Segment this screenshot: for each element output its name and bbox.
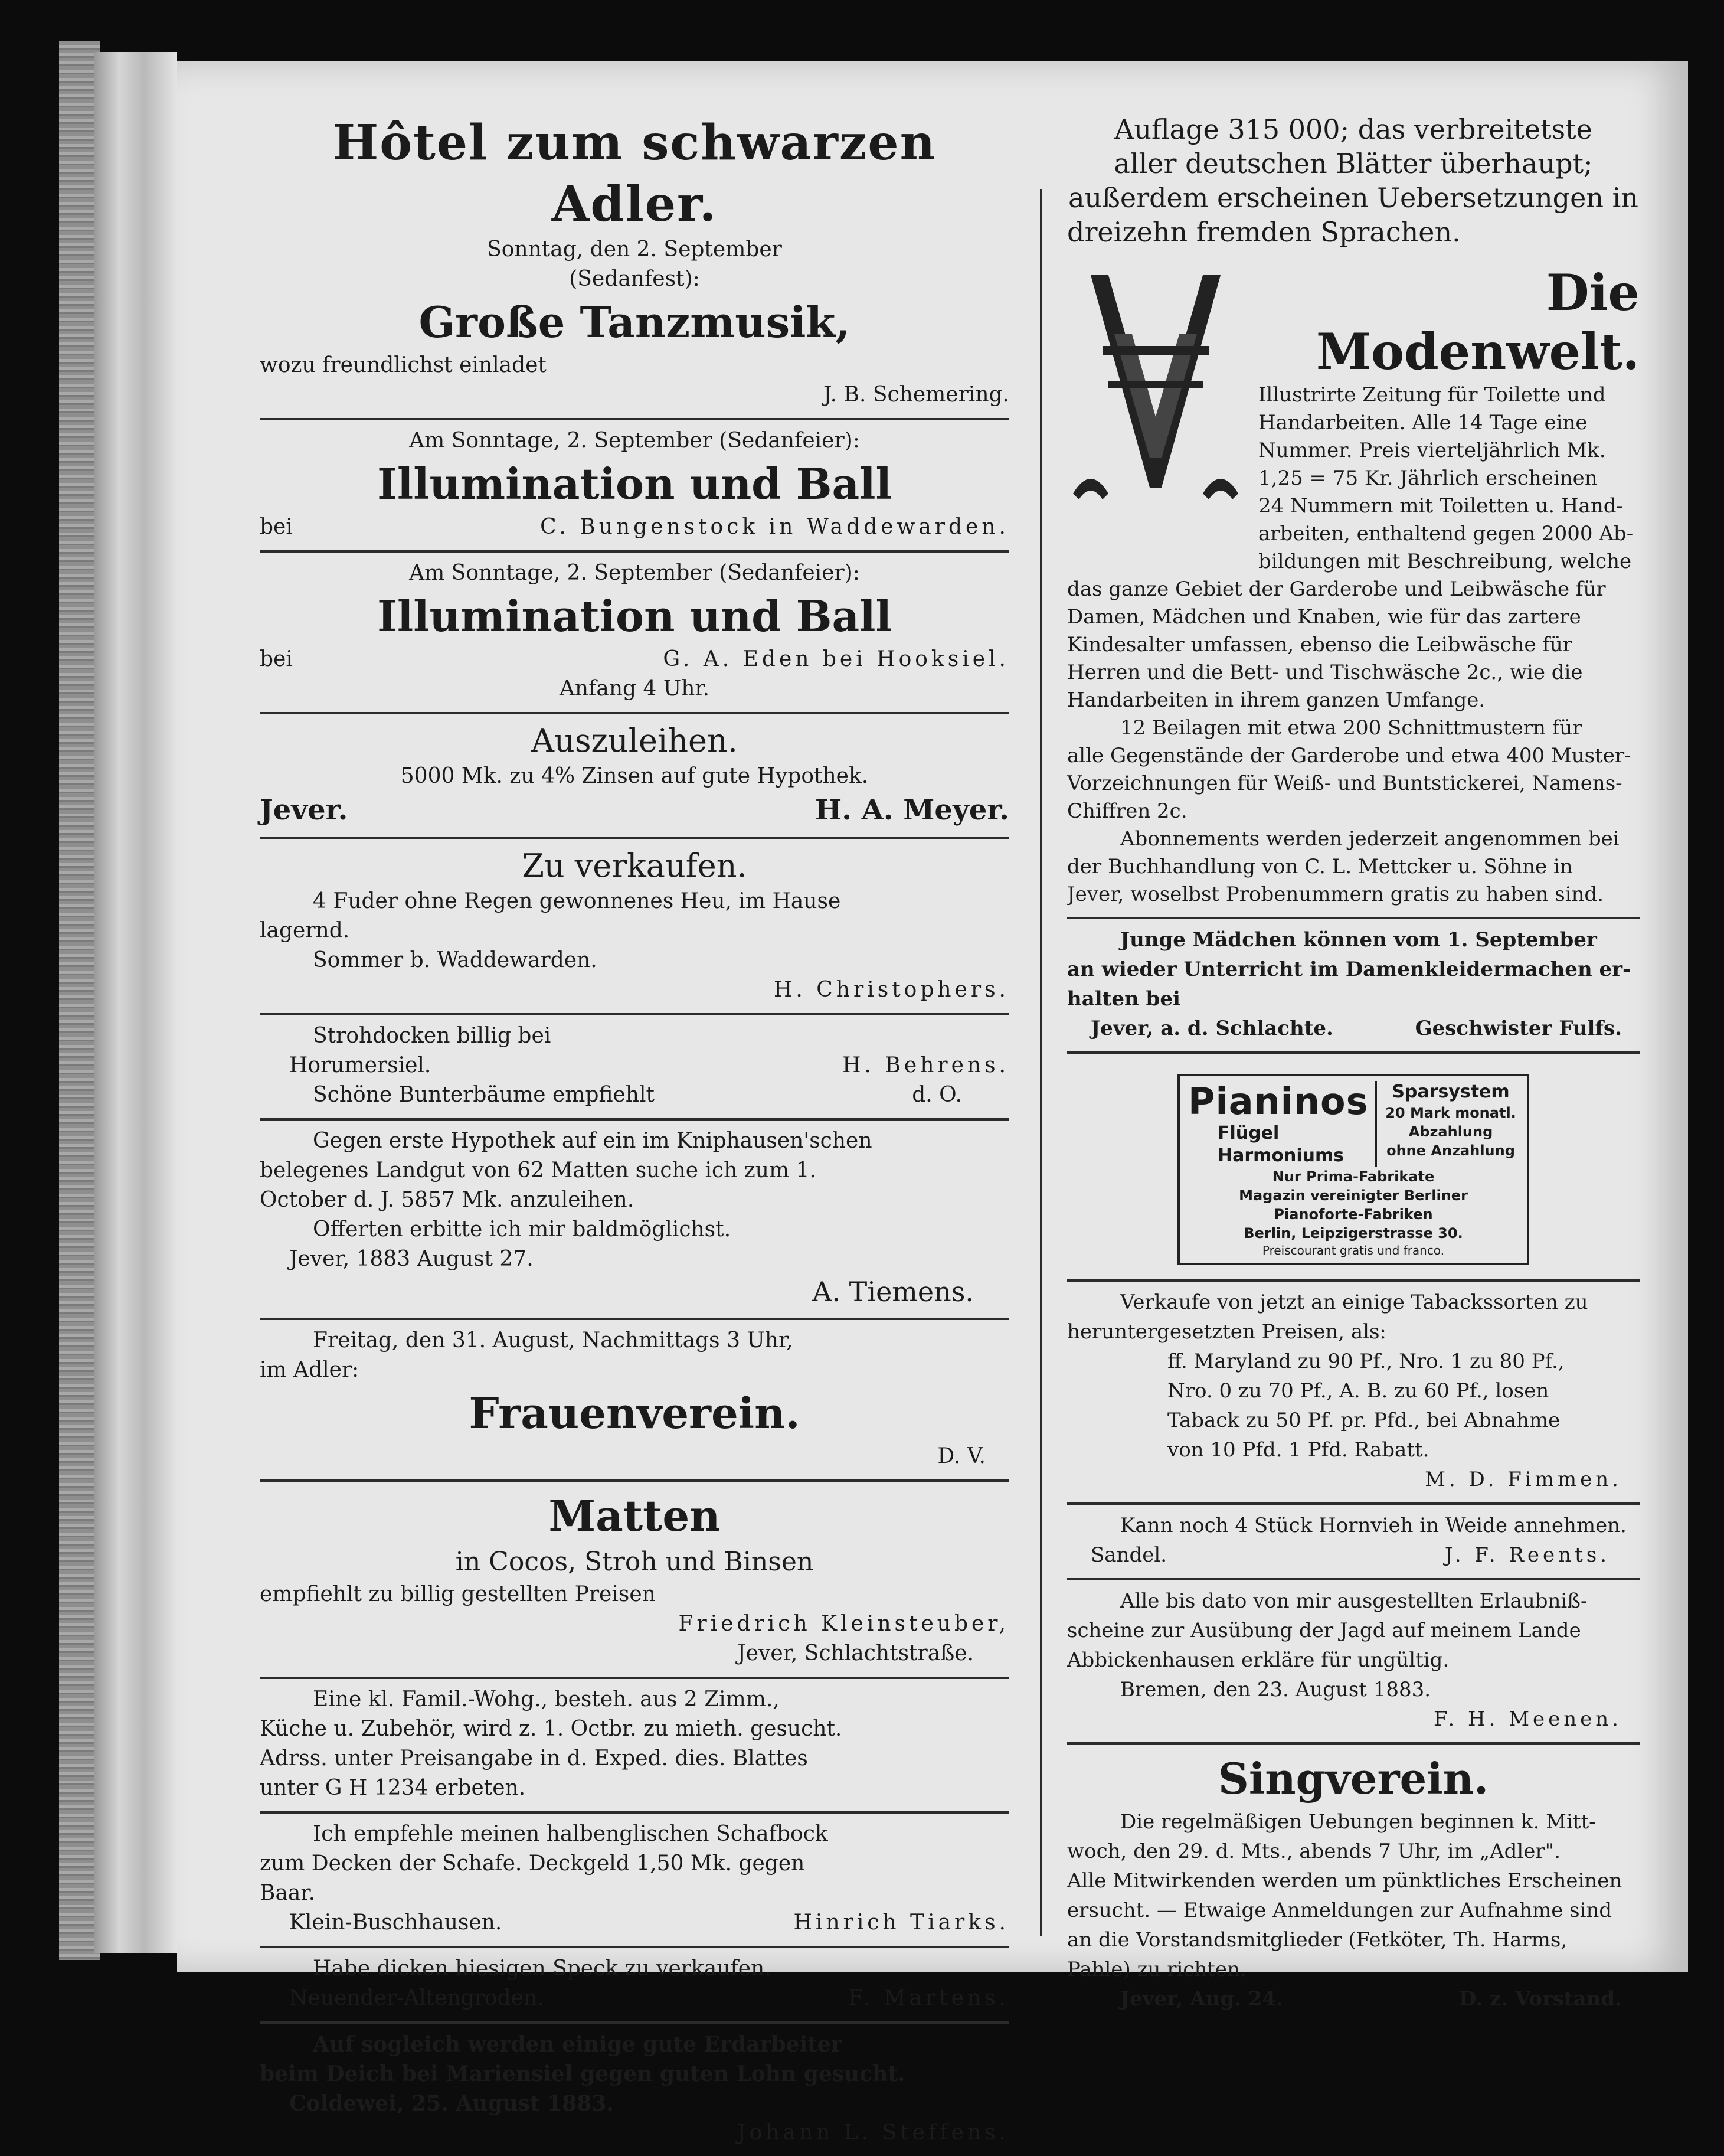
ad-illum1-host: C. Bungenstock in Waddewarden.: [540, 515, 1009, 539]
ad-adler-date: Sonntag, den 2. September: [487, 237, 782, 262]
ad-matten-line1: empfiehlt zu billig gestellten Preisen: [260, 1582, 656, 1606]
ad-singverein: [1067, 1742, 1640, 2022]
ad-auszuleihen-signer: H. A. Meyer.: [814, 793, 1009, 827]
ad-schaf-place: Klein-Buschhausen.: [289, 1910, 502, 1935]
ad-illum2-date: Am Sonntage, 2. September (Sedanfeier):: [409, 561, 860, 585]
ad-hyp-signer: A. Tiemens.: [812, 1276, 974, 1308]
ad-schaf-line2: zum Decken der Schafe. Deckgeld 1,50 Mk. gegen: [260, 1851, 805, 1876]
ad-frauen-headline: Frauenverein.: [469, 1388, 800, 1438]
ad-verkaufen-line2: lagernd.: [260, 919, 350, 943]
ad-tabak-line6: von 10 Pfd. 1 Pfd. Rabatt.: [1167, 1438, 1429, 1462]
ad-auszuleihen-place: Jever.: [260, 793, 348, 827]
piano-top: [1188, 1081, 1519, 1167]
ad-jagd-line3: Abbickenhausen erkläre für ungültig.: [1067, 1648, 1450, 1672]
ad-sing-sign-row: [1067, 1984, 1640, 2014]
ad-hyp-line2: belegenes Landgut von 62 Matten suche ich zum 1.: [260, 1158, 816, 1182]
ad-sing-line1: Die regelmäßigen Uebungen beginnen k. Mitt-: [1120, 1810, 1596, 1834]
ad-illum2-headline: Illumination und Ball: [377, 591, 892, 641]
ad-illum1-host-row: [260, 512, 1009, 542]
ad-hyp-line3: October d. J. 5857 Mk. anzuleihen.: [260, 1188, 634, 1212]
ad-tabak-line2: heruntergesetzten Preisen, als:: [1067, 1320, 1386, 1344]
piano-left: [1188, 1081, 1377, 1167]
ad-auszuleihen-headline: Auszuleihen.: [531, 722, 738, 759]
ad-tabak-line4: Nro. 0 zu 70 Pf., A. B. zu 60 Pf., losen: [1167, 1379, 1549, 1403]
ad-sing-line2: woch, den 29. d. Mts., abends 7 Uhr, im „Adler".: [1067, 1840, 1561, 1863]
piano-sparsystem: Sparsystem: [1392, 1082, 1510, 1102]
ad-jagd-line1: Alle bis dato von mir ausgestellten Erlaubniß-: [1120, 1589, 1588, 1613]
ad-adler-headline: Große Tanzmusik,: [418, 297, 850, 347]
ad-schaf-sign-row: [260, 1908, 1009, 1938]
piano-fabriken: Pianoforte-Fabriken: [1274, 1206, 1433, 1223]
modenwelt-l8: das ganze Gebiet der Garderobe und Leibwäsche für: [1067, 577, 1606, 601]
left-column: [260, 106, 1009, 2156]
ad-tabak: [1067, 1279, 1640, 1502]
modenwelt-l12: Handarbeiten in ihrem ganzen Umfange.: [1067, 688, 1486, 712]
ad-sing-place: Jever, Aug. 24.: [1120, 1987, 1283, 2011]
piano-prima: Nur Prima-Fabrikate: [1272, 1168, 1435, 1185]
ad-maed-line1: Junge Mädchen können vom 1. September: [1120, 928, 1597, 952]
ad-matten-signer: Friedrich Kleinsteuber,: [678, 1612, 1009, 1636]
modenwelt-l9: Damen, Mädchen und Knaben, wie für das zartere: [1067, 605, 1581, 629]
ad-hyp-line4: Offerten erbitte ich mir baldmöglichst.: [313, 1217, 731, 1242]
ad-hyp-line1: Gegen erste Hypothek auf ein im Kniphausen'schen: [313, 1129, 872, 1153]
modenwelt-l14: alle Gegenstände der Garderobe und etwa 400 Muster-: [1067, 744, 1631, 767]
book-page-edges: [94, 52, 177, 1953]
ad-speck-place: Neuender-Altengroden.: [289, 1986, 544, 2010]
ad-verkaufen-signer: H. Christophers.: [773, 978, 1009, 1002]
ad-hornvieh: [1067, 1502, 1640, 1578]
ad-frauenverein: [260, 1318, 1009, 1479]
ad-illum2-bei: bei: [260, 647, 293, 671]
ad-horn-signer: J. F. Reents.: [1444, 1543, 1610, 1567]
ad-matten-sub: in Cocos, Stroh und Binsen: [455, 1547, 814, 1577]
ad-wohn-line1: Eine kl. Famil.-Wohg., besteh. aus 2 Zimm.,: [313, 1687, 780, 1711]
ad-tabak-signer: M. D. Fimmen.: [1425, 1468, 1622, 1491]
ad-illum1-date: Am Sonntage, 2. September (Sedanfeier):: [409, 429, 860, 453]
modenwelt-l10: Kindesalter umfassen, ebenso die Leibwäsche für: [1067, 633, 1572, 656]
ad-bunter-line: Schöne Bunterbäume empfiehlt: [313, 1083, 655, 1107]
ad-hyp-line5: Jever, 1883 August 27.: [289, 1247, 534, 1271]
ad-zu-verkaufen: [260, 837, 1009, 1013]
ad-auflage-line4: dreizehn fremden Sprachen.: [1067, 216, 1461, 248]
ad-sing-line6: Pahle) zu richten.: [1067, 1958, 1247, 1981]
piano-right: [1377, 1081, 1519, 1167]
ad-matten: [260, 1479, 1009, 1677]
ad-illum1-headline: Illumination und Ball: [377, 459, 892, 509]
piano-ad-box: [1177, 1074, 1529, 1265]
ad-schaf-line3: Baar.: [260, 1881, 316, 1905]
ad-jagd: [1067, 1578, 1640, 1742]
piano-pianinos: Pianinos: [1188, 1080, 1369, 1123]
modenwelt-l13: 12 Beilagen mit etwa 200 Schnittmustern für: [1120, 716, 1582, 740]
piano-ohne: ohne Anzahlung: [1386, 1142, 1515, 1159]
ad-illum2-host: G. A. Eden bei Hooksiel.: [663, 647, 1009, 671]
ad-bunter-signer: d. O.: [912, 1083, 962, 1107]
ad-maed-place: Jever, a. d. Schlachte.: [1091, 1017, 1333, 1040]
modenwelt-l7: bildungen mit Beschreibung, welche: [1258, 550, 1632, 573]
ad-verkaufen-line1: 4 Fuder ohne Regen gewonnenes Heu, im Hause: [313, 889, 841, 913]
right-column: [1067, 106, 1640, 2022]
ad-horn-line1: Kann noch 4 Stück Hornvieh in Weide annehmen.: [1120, 1514, 1627, 1537]
ad-auszuleihen: [260, 712, 1009, 837]
modenwelt-l5: 24 Nummern mit Toiletten u. Hand-: [1258, 494, 1623, 518]
ad-wohn-line4: unter G H 1234 erbeten.: [260, 1776, 526, 1800]
ad-jagd-line2: scheine zur Ausübung der Jagd auf meinem Lande: [1067, 1619, 1581, 1642]
ad-erd-line1: Auf sogleich werden einige gute Erdarbeiter: [313, 2032, 842, 2057]
modenwelt-l2: Handarbeiten. Alle 14 Tage eine: [1258, 411, 1588, 435]
ad-maed-sign-row: [1067, 1014, 1640, 1043]
ad-frauen-line1: Freitag, den 31. August, Nachmittags 3 Uhr,: [313, 1328, 793, 1353]
ad-sing-line4: ersucht. — Etwaige Anmeldungen zur Aufnahme sind: [1067, 1899, 1612, 1922]
ad-illum2-start: Anfang 4 Uhr.: [559, 677, 710, 701]
modenwelt-l19: Jever, woselbst Probenummern gratis zu haben sind.: [1067, 883, 1604, 906]
ad-schaf-line1: Ich empfehle meinen halbenglischen Schafbock: [313, 1822, 828, 1846]
ad-modenwelt: [1067, 257, 1640, 917]
modenwelt-header: [1067, 263, 1640, 576]
ad-auszuleihen-sign-row: [260, 791, 1009, 829]
modenwelt-l6: arbeiten, enthaltend gegen 2000 Ab-: [1258, 522, 1634, 545]
ad-pianinos: [1067, 1051, 1640, 1279]
ad-speck: [260, 1946, 1009, 2021]
ad-jagd-signer: F. H. Meenen.: [1434, 1707, 1622, 1731]
piano-abzahlung: Abzahlung: [1408, 1123, 1493, 1140]
ad-matten-headline: Matten: [548, 1491, 721, 1541]
modenwelt-l11: Herren und die Bett- und Tischwäsche 2c., wie die: [1067, 661, 1583, 684]
ad-tabak-line3: ff. Maryland zu 90 Pf., Nro. 1 zu 80 Pf.,: [1167, 1350, 1565, 1373]
ad-stroh-sign-row: [260, 1051, 1009, 1080]
ad-wohn-line3: Adrss. unter Preisangabe in d. Exped. dies. Blattes: [260, 1746, 808, 1770]
ad-tabak-line5: Taback zu 50 Pf. pr. Pfd., bei Abnahme: [1167, 1409, 1561, 1432]
ad-maed-signer: Geschwister Fulfs.: [1415, 1017, 1622, 1040]
ad-tabak-line1: Verkaufe von jetzt an einige Tabackssorten zu: [1120, 1291, 1588, 1314]
ad-speck-sign-row: [260, 1984, 1009, 2013]
ad-stroh-line1: Strohdocken billig bei: [313, 1024, 551, 1048]
ad-matten-address: Jever, Schlachtstraße.: [737, 1641, 974, 1665]
ad-schaf-signer: Hinrich Tiarks.: [793, 1910, 1009, 1935]
modenwelt-l17: Abonnements werden jederzeit angenommen bei: [1120, 827, 1620, 851]
ad-verkaufen-line3: Sommer b. Waddewarden.: [313, 948, 597, 972]
ad-auflage: [1067, 106, 1640, 257]
ad-horn-sign-row: [1067, 1540, 1640, 1570]
modenwelt-l15: Vorzeichnungen für Weiß- und Buntstickerei, Namens-: [1067, 772, 1622, 795]
ad-adler-event: (Sedanfest):: [569, 267, 700, 291]
ad-maed-line3: halten bei: [1067, 987, 1180, 1011]
ad-horn-place: Sandel.: [1091, 1543, 1167, 1567]
modenwelt-l18: der Buchhandlung von C. L. Mettcker u. Söhne in: [1067, 855, 1573, 878]
ad-auflage-line1: Auflage 315 000; das verbreitetste: [1114, 113, 1592, 145]
piano-address: Berlin, Leipzigerstrasse 30.: [1244, 1225, 1463, 1242]
ad-illum1-bei: bei: [260, 515, 293, 539]
ad-speck-signer: F. Martens.: [848, 1986, 1009, 2010]
ad-stroh-place: Horumersiel.: [289, 1053, 431, 1077]
ad-adler-invite: wozu freundlichst einladet: [260, 353, 547, 377]
ad-erd-signer: Johann L. Steffens.: [737, 2121, 1009, 2145]
ad-verkaufen-headline: Zu verkaufen.: [522, 847, 747, 884]
ad-schafbock: [260, 1811, 1009, 1946]
ad-sing-line3: Alle Mitwirkenden werden um pünktliches Erscheinen: [1067, 1869, 1622, 1893]
column-divider: [1040, 189, 1042, 1936]
ad-illumination-1: [260, 418, 1009, 550]
ad-adler: [260, 106, 1009, 418]
ad-sing-line5: an die Vorstandsmitglieder (Fetköter, Th. Harms,: [1067, 1928, 1568, 1952]
piano-preis: Preiscourant gratis und franco.: [1262, 1243, 1445, 1257]
ad-stroh-signer: H. Behrens.: [842, 1053, 1009, 1077]
ad-illumination-2: [260, 550, 1009, 712]
ad-erd-line3: Coldewei, 25. August 1883.: [289, 2091, 614, 2116]
ad-hypothek: [260, 1118, 1009, 1318]
modenwelt-l1: Illustrirte Zeitung für Toilette und: [1258, 383, 1606, 407]
piano-fluegel: Flügel: [1218, 1123, 1280, 1144]
ad-illum2-host-row: [260, 645, 1009, 674]
ad-auszuleihen-text: 5000 Mk. zu 4% Zinsen auf gute Hypothek.: [400, 764, 869, 788]
ad-adler-title: Hôtel zum schwarzen Adler.: [332, 115, 937, 233]
modenwelt-l16: Chiffren 2c.: [1067, 799, 1188, 823]
ad-jagd-line4: Bremen, den 23. August 1883.: [1120, 1678, 1431, 1701]
ad-junge-maedchen: [1067, 917, 1640, 1051]
ad-bunterbaeume-row: [260, 1080, 1009, 1110]
ad-erd-line2: beim Deich bei Mariensiel gegen guten Lohn gesucht.: [260, 2062, 905, 2086]
modenwelt-l3: Nummer. Preis vierteljährlich Mk.: [1258, 439, 1606, 462]
ad-frauen-line2: im Adler:: [260, 1358, 359, 1382]
ad-wohn-line2: Küche u. Zubehör, wird z. 1. Octbr. zu mieth. gesucht.: [260, 1717, 842, 1741]
ad-auflage-line2: aller deutschen Blätter überhaupt;: [1114, 148, 1593, 179]
ad-sing-signer: D. z. Vorstand.: [1459, 1987, 1622, 2011]
ad-wohnung: [260, 1677, 1009, 1811]
ad-speck-line1: Habe dicken hiesigen Speck zu verkaufen.: [313, 1956, 771, 1981]
ad-sing-headline: Singverein.: [1218, 1753, 1489, 1804]
piano-harmoniums: Harmoniums: [1218, 1145, 1344, 1166]
piano-magazin: Magazin vereinigter Berliner: [1239, 1187, 1468, 1204]
ad-auflage-line3: außerdem erscheinen Uebersetzungen in: [1068, 182, 1638, 214]
ad-adler-signer: J. B. Schemering.: [823, 383, 1009, 407]
piano-monatl: 20 Mark monatl.: [1385, 1105, 1516, 1121]
modenwelt-logo-icon: [1067, 263, 1244, 511]
modenwelt-l4: 1,25 = 75 Kr. Jährlich erscheinen: [1258, 466, 1598, 490]
ad-strohdocken: [260, 1013, 1009, 1118]
ad-maed-line2: an wieder Unterricht im Damenkleidermachen er-: [1067, 958, 1631, 981]
ad-erdarbeiter: [260, 2021, 1009, 2156]
modenwelt-title: Die Modenwelt.: [1316, 263, 1640, 381]
ad-frauen-signer: D. V.: [937, 1444, 986, 1468]
